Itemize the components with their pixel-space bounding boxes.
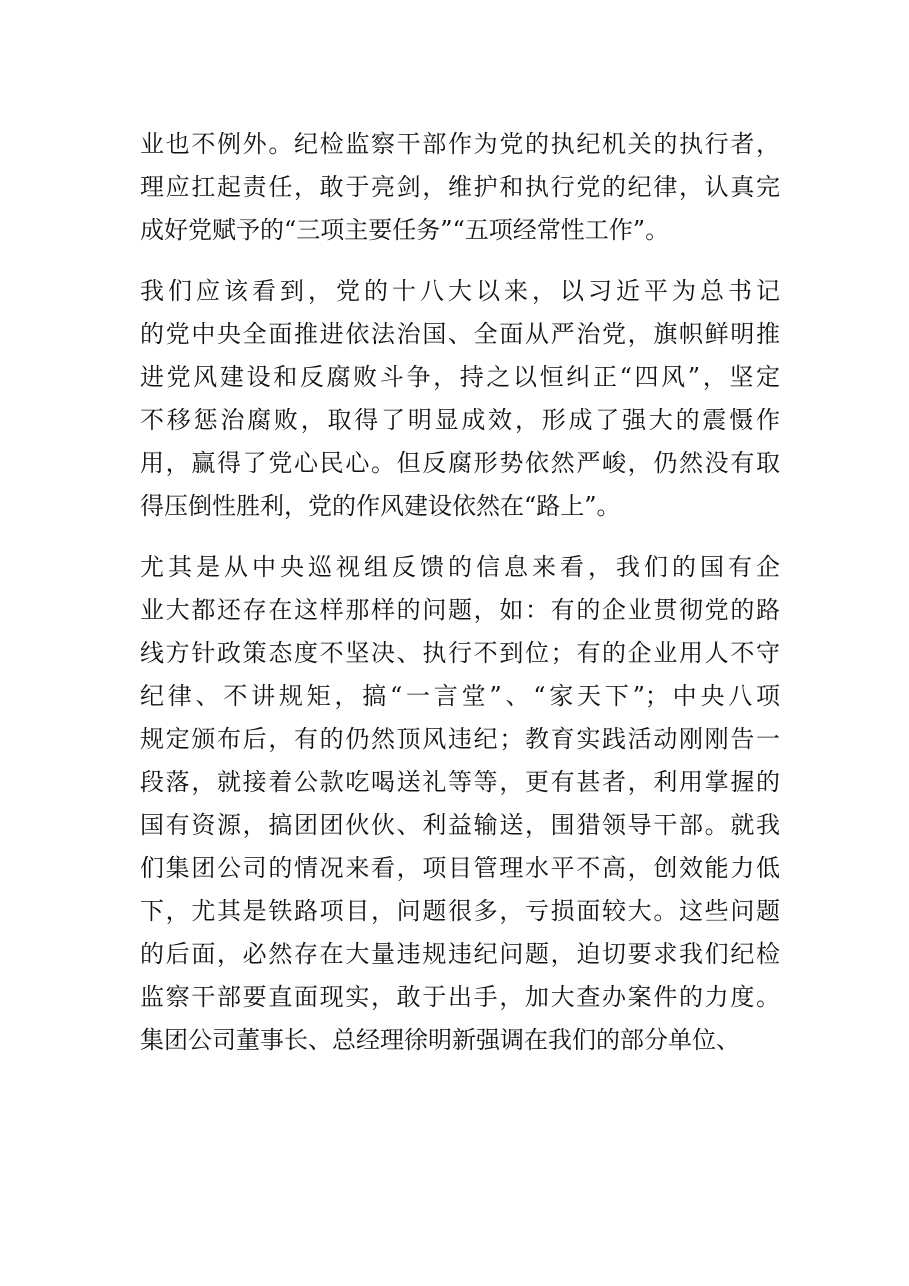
text-line: 监察干部要直面现实，敢于出手，加大查办案件的力度。 [140, 983, 780, 1011]
text-line: 的党中央全面推进依法治国、全面从严治党，旗帜鲜明推 [140, 320, 780, 348]
document-body [140, 123, 780, 1062]
text-line: 进党风建设和反腐败斗争，持之以恒纠正“四风”，坚定 [140, 363, 780, 391]
text-line: 段落，就接着公款吃喝送礼等等，更有甚者，利用掌握的 [140, 768, 780, 796]
text-line: 业也不例外。纪检监察干部作为党的执纪机关的执行者， [140, 130, 780, 158]
text-line: 得压倒性胜利，党的作风建设依然在“路上”。 [140, 492, 621, 520]
text-line: 的后面，必然存在大量违规违纪问题，迫切要求我们纪检 [140, 940, 780, 968]
paragraph-2 [140, 270, 780, 528]
paragraph-3 [140, 546, 780, 1062]
text-line: 集团公司董事长、总经理徐明新强调在我们的部分单位、 [140, 1026, 740, 1054]
text-line: 业大都还存在这样那样的问题，如：有的企业贯彻党的路 [140, 596, 780, 624]
text-line: 下，尤其是铁路项目，问题很多，亏损面较大。这些问题 [140, 897, 780, 925]
text-line: 线方针政策态度不坚决、执行不到位；有的企业用人不守 [140, 639, 780, 667]
paragraph-1 [140, 123, 780, 252]
text-line: 国有资源，搞团团伙伙、利益输送，围猎领导干部。就我 [140, 811, 780, 839]
text-line: 用，赢得了党心民心。但反腐形势依然严峻，仍然没有取 [140, 449, 780, 477]
text-line: 纪律、不讲规矩，搞“一言堂”、“家天下”；中央八项 [140, 682, 780, 710]
text-line: 规定颁布后，有的仍然顶风违纪；教育实践活动刚刚告一 [140, 725, 780, 753]
text-line: 们集团公司的情况来看，项目管理水平不高，创效能力低 [140, 854, 780, 882]
text-line: 理应扛起责任，敢于亮剑，维护和执行党的纪律，认真完 [140, 173, 780, 201]
text-line: 成好党赋予的“三项主要任务”“五项经常性工作”。 [140, 216, 670, 244]
text-line: 不移惩治腐败，取得了明显成效，形成了强大的震慑作 [140, 406, 780, 434]
text-line: 我们应该看到，党的十八大以来，以习近平为总书记 [140, 277, 780, 305]
text-line: 尤其是从中央巡视组反馈的信息来看，我们的国有企 [140, 553, 780, 581]
